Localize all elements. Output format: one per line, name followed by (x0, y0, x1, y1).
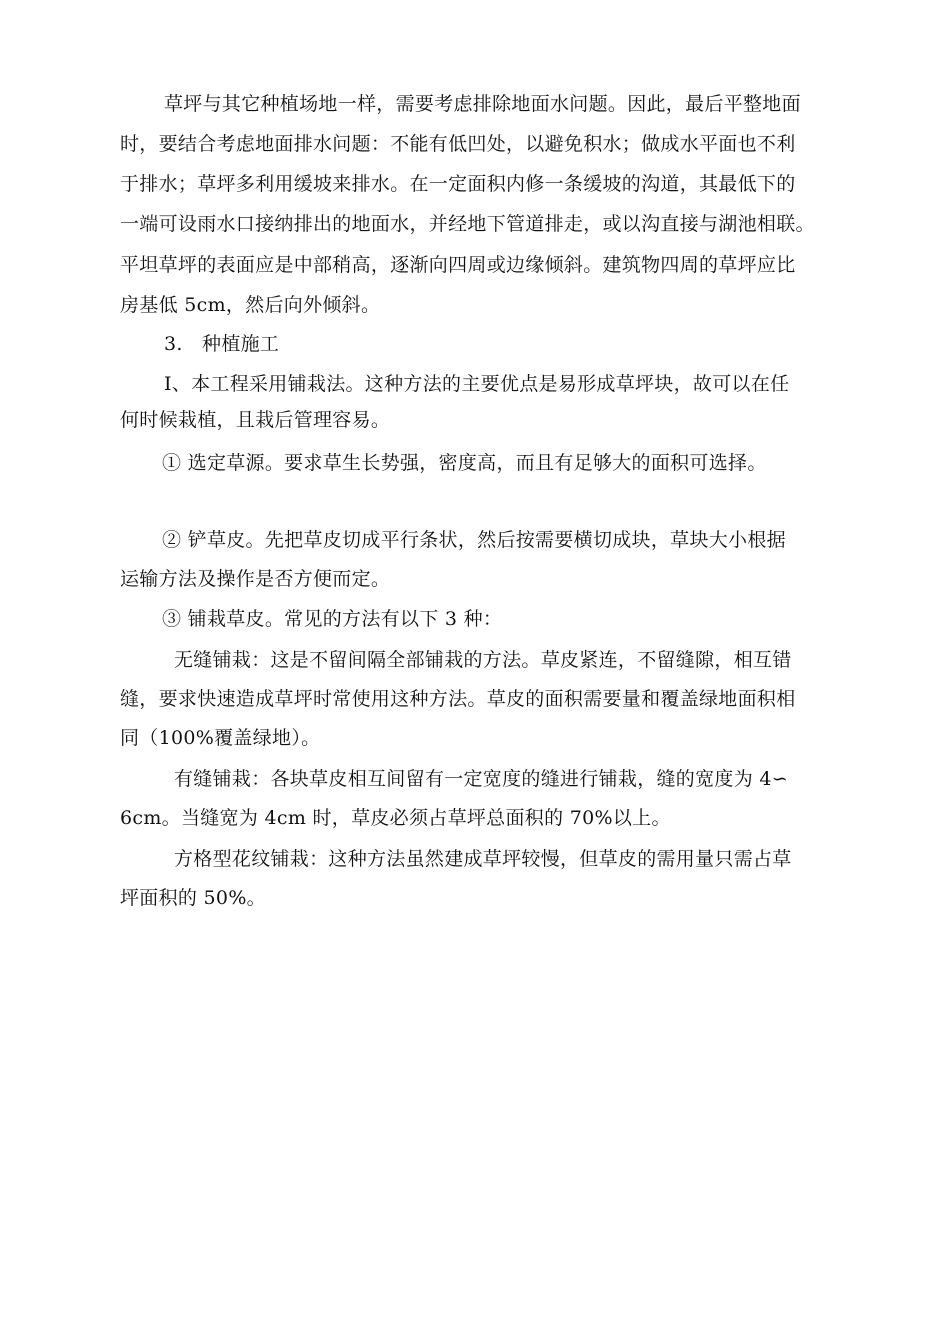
drainage-paragraph-line: 于排水；草坪多利用缓坡来排水。在一定面积内修一条缓坡的沟道，其最低下的 (120, 173, 796, 195)
step-1-line: ① 选定草源。要求草生长势强，密度高，而且有足够大的面积可选择。 (162, 452, 767, 474)
seamless-method-line: 无缝铺栽：这是不留间隔全部铺栽的方法。草皮紧连，不留缝隙，相互错 (174, 649, 792, 671)
step-2-line: ② 铲草皮。先把草皮切成平行条状，然后按需要横切成块，草块大小根据 (162, 529, 786, 551)
drainage-paragraph-line: 草坪与其它种植场地一样，需要考虑排除地面水问题。因此，最后平整地面 (164, 93, 801, 115)
drainage-paragraph-line: 平坦草坪的表面应是中部稍高，逐渐向四周或边缘倾斜。建筑物四周的草坪应比 (120, 254, 796, 276)
section-heading: 3. 种植施工 (164, 333, 280, 355)
method-intro-line: I、本工程采用铺栽法。这种方法的主要优点是易形成草坪块，故可以在任 (164, 373, 790, 395)
seamless-method-line: 同（100%覆盖绿地）。 (120, 727, 321, 749)
gapped-method-line: 有缝铺栽：各块草皮相互间留有一定宽度的缝进行铺栽，缝的宽度为 4∽ (174, 768, 788, 790)
method-intro-line: 何时候栽植，且栽后管理容易。 (120, 409, 391, 431)
drainage-paragraph-line: 时，要结合考虑地面排水问题：不能有低凹处，以避免积水；做成水平面也不利 (120, 133, 796, 155)
step-3-line: ③ 铺栽草皮。常见的方法有以下 3 种： (162, 608, 503, 630)
gapped-method-line: 6cm。当缝宽为 4cm 时，草皮必须占草坪总面积的 70%以上。 (120, 807, 671, 829)
step-2-line: 运输方法及操作是否方便而定。 (120, 568, 391, 590)
drainage-paragraph-line: 一端可设雨水口接纳排出的地面水，并经地下管道排走，或以沟直接与湖池相联。 (120, 213, 815, 235)
seamless-method-line: 缝，要求快速造成草坪时常使用这种方法。草皮的面积需要量和覆盖绿地面积相 (120, 688, 796, 710)
grid-method-line: 方格型花纹铺栽：这种方法虽然建成草坪较慢，但草皮的需用量只需占草 (174, 848, 792, 870)
drainage-paragraph-line: 房基低 5cm，然后向外倾斜。 (120, 294, 381, 316)
grid-method-line: 坪面积的 50%。 (120, 887, 266, 909)
